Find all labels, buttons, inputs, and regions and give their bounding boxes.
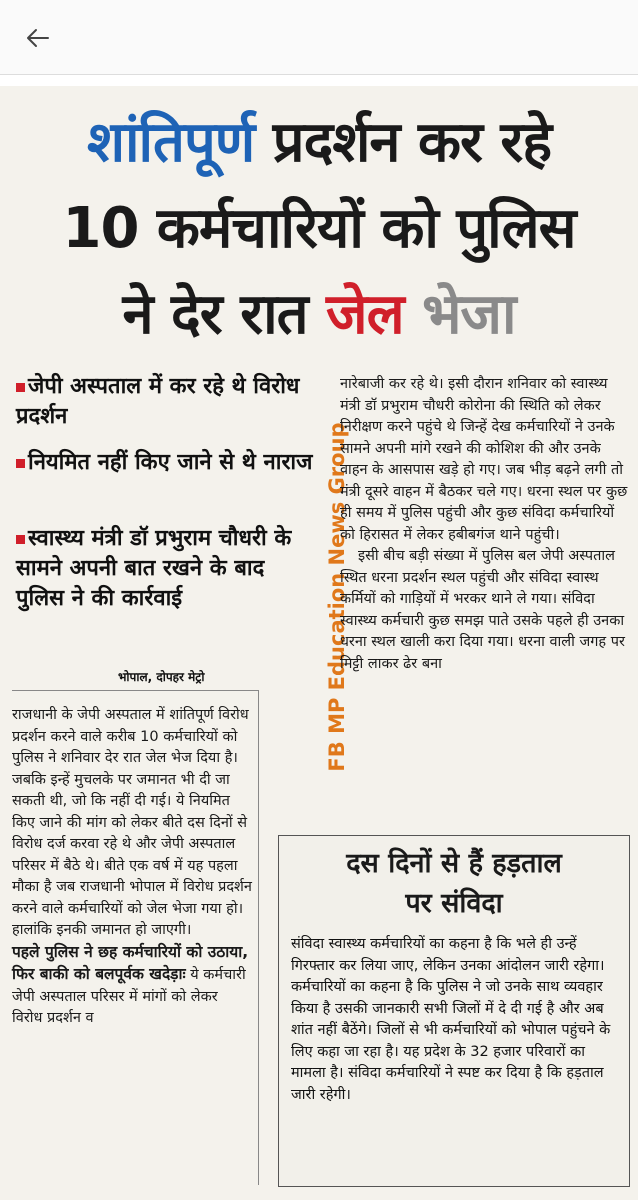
paragraph: राजधानी के जेपी अस्पताल में शांतिपूर्ण विरोध प्रदर्शन करने वाले करीब 10 कर्मचारियों को पुलिस ने शनिवार देर रात जेल भेज दिया है। जबकि इन्हें मुचलके पर जमानत भी दी जा सकती थी, जो कि नहीं दी गई। ये नियमित किए जाने की मांग को लेकर बीते दस दिनों से विरोध दर्ज करवा रहे थे और जेपी अस्पताल परिसर में बैठे थे। बीते एक वर्ष में यह पहला मौका है जब राजधानी भोपाल में विरोध प्रदर्शन करने वाले कर्मचारियों को जेल भेजा गया हो। हालांकि इनकी जमानत हो जाएगी।	[12, 707, 252, 938]
top-app-bar	[0, 0, 638, 75]
bullet-square-icon	[16, 383, 25, 392]
headline-line-1: शांतिपूर्ण प्रदर्शन कर रहे	[86, 110, 552, 175]
highlight-bullet: स्वास्थ्य मंत्री डॉ प्रभुराम चौधरी के सामने अपनी बात रखने के बाद पुलिस ने की कार्रवाई	[16, 526, 292, 611]
column-divider	[258, 690, 259, 1185]
article-left-column	[12, 705, 252, 1030]
headline	[0, 100, 638, 358]
sidebar-box	[278, 835, 630, 1187]
paragraph: नारेबाजी कर रहे थे। इसी दौरान शनिवार को स्वास्थ्य मंत्री डॉ प्रभुराम चौधरी कोरोना की स्थिति को लेकर निरीक्षण करने पहुंचे थे जिन्हें देख कर्मचारियों ने उनके सामने अपनी मांगे रखने की कोशिश की और उनके वाहन के आसपास खड़े हो गए। जब भीड़ बढ़ने लगी तो मंत्री दूसरे वाहन में बैठकर चले गए। धरना स्थल पर कुछ ही समय में पुलिस पहुंची और कुछ संविदा कर्मचारियों को हिरासत में लेकर हबीबगंज थाने पहुंची।	[340, 376, 628, 543]
paragraph: इसी बीच बड़ी संख्या में पुलिस बल जेपी अस्पताल स्थित धरना प्रदर्शन स्थल पहुंची और संविदा स्वास्थ कर्मियों को गाड़ियों में भरकर थाने ले गया। संविदा स्वास्थ्य कर्मचारी कुछ समझ पाते उसके पहले ही उनका धरना स्थल खाली करा दिया गया। धरना वाली जगह पर मिट्टी लाकर ढेर बना	[340, 548, 625, 672]
highlight-bullet: नियमित नहीं किए जाने से थे नाराज	[16, 448, 316, 478]
box-title: दस दिनों से हैं हड़ताल पर संविदा	[346, 848, 562, 919]
headline-line-2: 10 कर्मचारियों को पुलिस	[62, 196, 576, 261]
headline-line-3: ने देर रात जेल भेजा	[122, 282, 516, 347]
divider	[12, 690, 258, 691]
bullet-square-icon	[16, 459, 25, 468]
watermark: FB MP Education News Group	[325, 422, 349, 772]
bullet-square-icon	[16, 535, 25, 544]
article-right-column	[340, 374, 630, 675]
paragraph: पहले पुलिस ने छह कर्मचारियों को उठाया, फिर बाकी को बलपूर्वक खदेड़ाः ये कर्मचारी जेपी अस्पताल परिसर में मांगों को लेकर विरोध प्रदर्शन व	[12, 942, 249, 1026]
box-body: संविदा स्वास्थ्य कर्मचारियों का कहना है कि भले ही उन्हें गिरफ्तार कर लिया जाए, लेकिन उनका आंदोलन जारी रहेगा। कर्मचारियों का कहना है कि पुलिस ने जो उनके साथ व्यवहार किया है उसकी जानकारी सभी जिलों में दे दी गई है और अब शांत नहीं बैठेंगे। जिलों से भी कर्मचारियों को भोपाल पहुंचने के लिए कहा जा रहा है। यह प्रदेश के 32 हजार परिवारों का मामला है। संविदा कर्मचारियों ने स्पष्ट कर दिया है कि हड़ताल जारी रहेगी।	[291, 936, 611, 1103]
byline: भोपाल, दोपहर मेट्रो	[118, 670, 205, 684]
arrow-left-icon[interactable]	[22, 22, 54, 54]
highlight-bullet: जेपी अस्पताल में कर रहे थे विरोध प्रदर्शन	[16, 374, 300, 429]
